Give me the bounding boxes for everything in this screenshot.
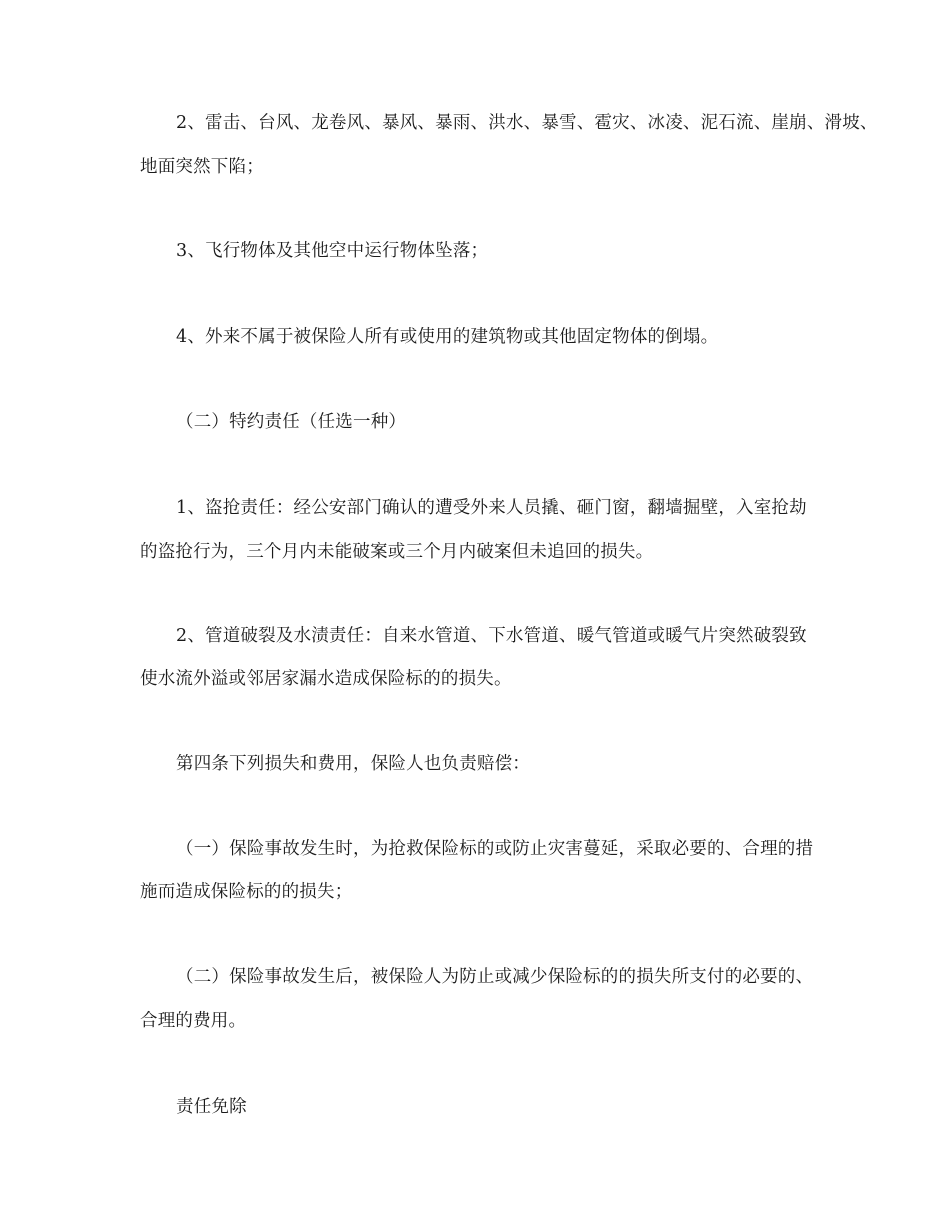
paragraph-mitigation-cost-line-2: 合理的费用。: [140, 1011, 247, 1031]
paragraph-rescue-loss-line-1: （一）保险事故发生时，为抢救保险标的或防止灾害蔓延，采取必要的、合理的措: [176, 839, 814, 859]
section-heading-exclusions: 责任免除: [176, 1097, 247, 1117]
paragraph-rescue-loss-line-2: 施而造成保险标的的损失；: [140, 882, 353, 902]
paragraph-pipe-burst-line-2: 使水流外溢或邻居家漏水造成保险标的的损失。: [140, 669, 512, 689]
paragraph-mitigation-cost-line-1: （二）保险事故发生后，被保险人为防止或减少保险标的的损失所支付的必要的、: [176, 967, 814, 987]
paragraph-natural-disasters-line-1: 2、雷击、台风、龙卷风、暴风、暴雨、洪水、暴雪、雹灾、冰凌、泥石流、崖崩、滑坡、: [176, 113, 878, 133]
section-heading-special-liability: （二）特约责任（任选一种）: [176, 412, 407, 432]
paragraph-natural-disasters-line-2: 地面突然下陷；: [140, 157, 264, 177]
article-four-heading: 第四条下列损失和费用，保险人也负责赔偿：: [176, 754, 530, 774]
paragraph-pipe-burst-line-1: 2、管道破裂及水渍责任：自来水管道、下水管道、暖气管道或暖气片突然破裂致: [176, 626, 807, 646]
paragraph-falling-objects: 3、飞行物体及其他空中运行物体坠落；: [176, 241, 489, 261]
paragraph-theft-liability-line-2: 的盗抢行为，三个月内未能破案或三个月内破案但未追回的损失。: [140, 542, 654, 562]
paragraph-theft-liability-line-1: 1、盗抢责任：经公安部门确认的遭受外来人员撬、砸门窗，翻墙掘壁，入室抢劫: [176, 498, 807, 518]
paragraph-building-collapse: 4、外来不属于被保险人所有或使用的建筑物或其他固定物体的倒塌。: [176, 327, 719, 347]
